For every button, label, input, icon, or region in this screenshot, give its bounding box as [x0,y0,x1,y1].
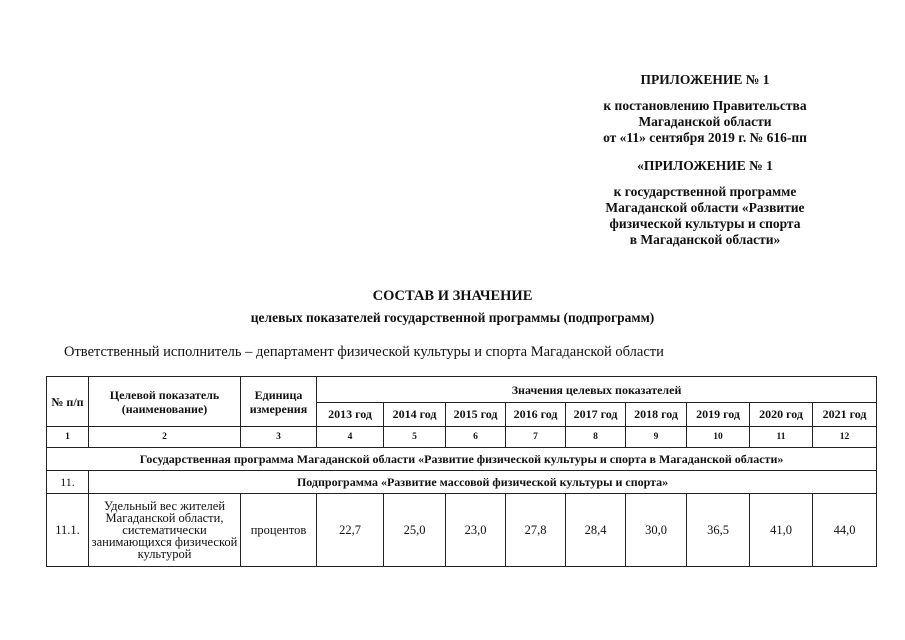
appendix-title: ПРИЛОЖЕНИЕ № 1 [640,72,770,87]
header-year: 2016 год [506,403,566,427]
program-title: Государственная программа Магаданской области «Развитие физической культуры и спорта в Магаданской области» [47,448,877,471]
header-num: № п/п [47,377,89,427]
subprogram-title: Подпрограмма «Развитие массовой физической культуры и спорта» [89,471,877,494]
row-unit: процентов [241,494,317,567]
row-indicator: Удельный вес жителей Магаданской области, систематически занимающихся физической культурой [89,494,241,567]
header-year: 2021 год [813,403,877,427]
column-number: 2 [89,427,241,448]
resolution-line: Магаданской области [638,114,772,129]
inner-appendix-title: «ПРИЛОЖЕНИЕ № 1 [637,158,773,173]
header-year: 2020 год [750,403,813,427]
header-year: 2018 год [626,403,687,427]
column-number: 4 [317,427,384,448]
document-title: СОСТАВ И ЗНАЧЕНИЕ [372,288,533,304]
row-value: 27,8 [506,494,566,567]
column-number: 7 [506,427,566,448]
header-year: 2013 год [317,403,384,427]
document-subtitle: целевых показателей государственной программы (подпрограмм) [250,310,655,325]
program-line: Магаданской области «Развитие [605,200,805,215]
column-numbers-row [47,427,877,448]
row-value: 28,4 [566,494,626,567]
row-value: 30,0 [626,494,687,567]
program-line: в Магаданской области» [629,232,781,247]
column-number: 3 [241,427,317,448]
indicators-table [46,376,877,567]
column-number: 8 [566,427,626,448]
program-row [47,448,877,471]
column-number: 6 [446,427,506,448]
row-num: 11.1. [47,494,89,567]
header-values-group: Значения целевых показателей [317,377,877,403]
resolution-line: к постановлению Правительства [603,98,807,113]
column-number: 11 [750,427,813,448]
row-value: 41,0 [750,494,813,567]
subprogram-num: 11. [47,471,89,494]
subprogram-row [47,471,877,494]
responsible-executor: Ответственный исполнитель – департамент физической культуры и спорта Магаданской области [64,344,664,360]
table-row [47,494,877,567]
column-number: 12 [813,427,877,448]
resolution-line: от «11» сентября 2019 г. № 616-пп [603,130,807,145]
program-reference [540,184,870,248]
row-value: 25,0 [384,494,446,567]
header-year: 2015 год [446,403,506,427]
program-line: физической культуры и спорта [609,216,801,231]
row-value: 44,0 [813,494,877,567]
column-number: 1 [47,427,89,448]
header-unit: Единица измерения [241,377,317,427]
column-number: 5 [384,427,446,448]
header-indicator: Целевой показатель (наименование) [89,377,241,427]
column-number: 10 [687,427,750,448]
header-year: 2014 год [384,403,446,427]
row-value: 22,7 [317,494,384,567]
header-year: 2017 год [566,403,626,427]
header-year: 2019 год [687,403,750,427]
column-number: 9 [626,427,687,448]
program-line: к государственной программе [613,184,797,199]
row-value: 36,5 [687,494,750,567]
resolution-reference [540,98,870,146]
row-value: 23,0 [446,494,506,567]
